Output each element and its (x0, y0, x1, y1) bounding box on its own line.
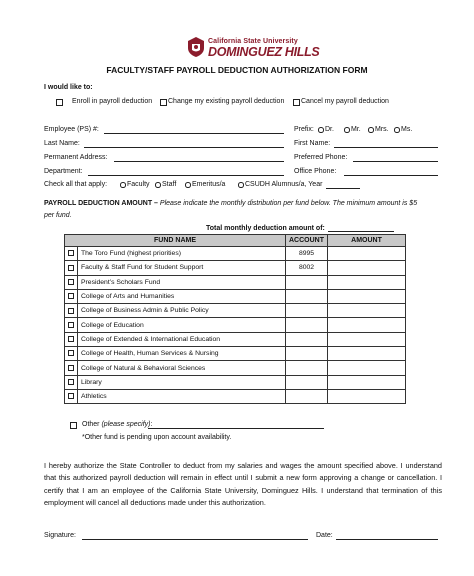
table-row (65, 304, 406, 318)
prefix-dr-label: Dr. (325, 126, 334, 133)
amount-cell[interactable] (328, 289, 406, 303)
table-row (65, 347, 406, 361)
fund-name-cell: College of Natural & Behavioral Sciences (78, 361, 286, 375)
fund-checkbox[interactable] (68, 308, 74, 314)
amount-header: AMOUNT (328, 235, 406, 247)
university-logo (186, 36, 320, 60)
total-deduction-label: Total monthly deduction amount of: (206, 225, 325, 232)
fund-name-cell: College of Arts and Humanities (78, 289, 286, 303)
faculty-label: Faculty (127, 181, 150, 188)
account-cell (286, 332, 328, 346)
amount-cell[interactable] (328, 347, 406, 361)
amount-cell[interactable] (328, 261, 406, 275)
amount-cell[interactable] (328, 332, 406, 346)
date-label: Date: (316, 532, 333, 539)
fund-checkbox-cell (65, 275, 78, 289)
amount-cell[interactable] (328, 361, 406, 375)
amount-cell[interactable] (328, 275, 406, 289)
amount-cell[interactable] (328, 247, 406, 261)
table-row (65, 318, 406, 332)
faculty-radio[interactable] (120, 182, 126, 188)
other-note: *Other fund is pending upon account availability. (82, 434, 232, 441)
fund-checkbox[interactable] (68, 250, 74, 256)
total-deduction-field[interactable] (328, 224, 394, 232)
signature-field[interactable] (82, 532, 308, 540)
table-row (65, 247, 406, 261)
account-header: ACCOUNT (286, 235, 328, 247)
table-row (65, 375, 406, 389)
first-name-field[interactable] (334, 140, 438, 148)
fund-checkbox[interactable] (68, 322, 74, 328)
table-row (65, 289, 406, 303)
prefix-mrs-radio[interactable] (368, 127, 374, 133)
change-label: Change my existing payroll deduction (168, 98, 285, 105)
deduction-instructions (44, 198, 444, 222)
fund-checkbox[interactable] (68, 265, 74, 271)
enroll-label: Enroll in payroll deduction (72, 98, 153, 105)
intro-heading: I would like to: (44, 84, 93, 91)
fund-checkbox-cell (65, 361, 78, 375)
last-name-label: Last Name: (44, 140, 80, 147)
enroll-checkbox[interactable] (56, 99, 63, 106)
amount-cell[interactable] (328, 304, 406, 318)
other-colon: : (150, 421, 153, 428)
prefix-mr-radio[interactable] (344, 127, 350, 133)
other-checkbox[interactable] (70, 422, 77, 429)
fund-checkbox-cell (65, 304, 78, 318)
deduction-label: PAYROLL DEDUCTION AMOUNT – (44, 200, 158, 207)
fund-name-header: FUND NAME (65, 235, 286, 247)
department-label: Department: (44, 168, 83, 175)
other-fund-field[interactable] (148, 421, 324, 429)
department-field[interactable] (88, 168, 284, 176)
prefix-mrs-label: Mrs. (375, 126, 389, 133)
fund-table (64, 234, 406, 404)
employee-label: Employee (PS) #: (44, 126, 99, 133)
prefix-dr-radio[interactable] (318, 127, 324, 133)
fund-name-cell: College of Education (78, 318, 286, 332)
other-hint: (please specify) (101, 421, 151, 428)
office-phone-label: Office Phone: (294, 168, 337, 175)
form-title: FACULTY/STAFF PAYROLL DEDUCTION AUTHORIZATION FORM (106, 65, 368, 75)
alumnus-radio[interactable] (238, 182, 244, 188)
deduction-note: Please indicate the monthly distribution per fund below. The minimum amount is $5 (159, 200, 418, 207)
first-name-label: First Name: (294, 140, 331, 147)
account-cell (286, 375, 328, 389)
fund-checkbox-cell (65, 332, 78, 346)
logo-campus-name: DOMINGUEZ HILLS (208, 45, 320, 59)
fund-checkbox[interactable] (68, 350, 74, 356)
preferred-phone-label: Preferred Phone: (294, 154, 348, 161)
deduction-note-cont: per fund. (44, 212, 72, 219)
fund-name-cell: Athletics (78, 389, 286, 403)
fund-checkbox[interactable] (68, 393, 74, 399)
other-label-group (82, 421, 152, 428)
account-cell (286, 304, 328, 318)
table-row (65, 361, 406, 375)
account-cell: 8995 (286, 247, 328, 261)
fund-checkbox[interactable] (68, 379, 74, 385)
office-phone-field[interactable] (344, 168, 438, 176)
account-cell (286, 318, 328, 332)
preferred-phone-field[interactable] (353, 154, 438, 162)
cancel-label: Cancel my payroll deduction (301, 98, 389, 105)
prefix-mr-label: Mr. (351, 126, 361, 133)
account-cell (286, 361, 328, 375)
authorization-text: I hereby authorize the State Controller to deduct from my salaries and wages the amount specified above. I understand that this authorized payroll deduction will remain in effect until I submit a new form approving a change or cancellation. I certify that I am an employee of the California State University, Dominguez Hills. I understand that termination of this employment will cancel all deductions made under this authorization. (44, 461, 442, 508)
fund-checkbox-cell (65, 389, 78, 403)
fund-name-cell: Faculty & Staff Fund for Student Support (78, 261, 286, 275)
fund-checkbox-cell (65, 261, 78, 275)
table-row (65, 389, 406, 403)
logo-university-name: California State University (208, 38, 298, 45)
account-cell (286, 389, 328, 403)
signature-label: Signature: (44, 532, 76, 539)
account-cell: 8002 (286, 261, 328, 275)
amount-cell[interactable] (328, 318, 406, 332)
fund-checkbox[interactable] (68, 365, 74, 371)
fund-checkbox-cell (65, 247, 78, 261)
fund-checkbox-cell (65, 347, 78, 361)
table-row (65, 261, 406, 275)
alumnus-year-field[interactable] (326, 181, 360, 189)
employee-field[interactable] (104, 126, 284, 134)
last-name-field[interactable] (84, 140, 284, 148)
fund-checkbox[interactable] (68, 279, 74, 285)
emeritus-radio[interactable] (185, 182, 191, 188)
account-cell (286, 275, 328, 289)
permanent-address-label: Permanent Address: (44, 154, 108, 161)
amount-cell[interactable] (328, 389, 406, 403)
fund-checkbox[interactable] (68, 293, 74, 299)
date-field[interactable] (336, 532, 438, 540)
fund-name-cell: College of Health, Human Services & Nursing (78, 347, 286, 361)
permanent-address-field[interactable] (114, 154, 284, 162)
fund-checkbox-cell (65, 318, 78, 332)
fund-name-cell: President’s Scholars Fund (78, 275, 286, 289)
account-cell (286, 347, 328, 361)
university-seal-icon (186, 36, 206, 58)
fund-checkbox[interactable] (68, 336, 74, 342)
table-row (65, 332, 406, 346)
other-label: Other (82, 421, 100, 428)
staff-radio[interactable] (155, 182, 161, 188)
fund-name-cell: Library (78, 375, 286, 389)
change-checkbox[interactable] (160, 99, 167, 106)
alumnus-label: CSUDH Alumnus/a, Year (245, 181, 323, 188)
account-cell (286, 289, 328, 303)
cancel-checkbox[interactable] (293, 99, 300, 106)
prefix-label: Prefix: (294, 126, 314, 133)
check-all-label: Check all that apply: (44, 181, 108, 188)
fund-name-cell: College of Extended & International Education (78, 332, 286, 346)
fund-name-cell: College of Business Admin & Public Policy (78, 304, 286, 318)
table-row (65, 275, 406, 289)
prefix-ms-radio[interactable] (394, 127, 400, 133)
staff-label: Staff (162, 181, 177, 188)
fund-checkbox-cell (65, 289, 78, 303)
amount-cell[interactable] (328, 375, 406, 389)
fund-name-cell: The Toro Fund (highest priorities) (78, 247, 286, 261)
fund-checkbox-cell (65, 375, 78, 389)
emeritus-label: Emeritus/a (192, 181, 226, 188)
fund-table-header (65, 235, 406, 247)
prefix-ms-label: Ms. (401, 126, 413, 133)
